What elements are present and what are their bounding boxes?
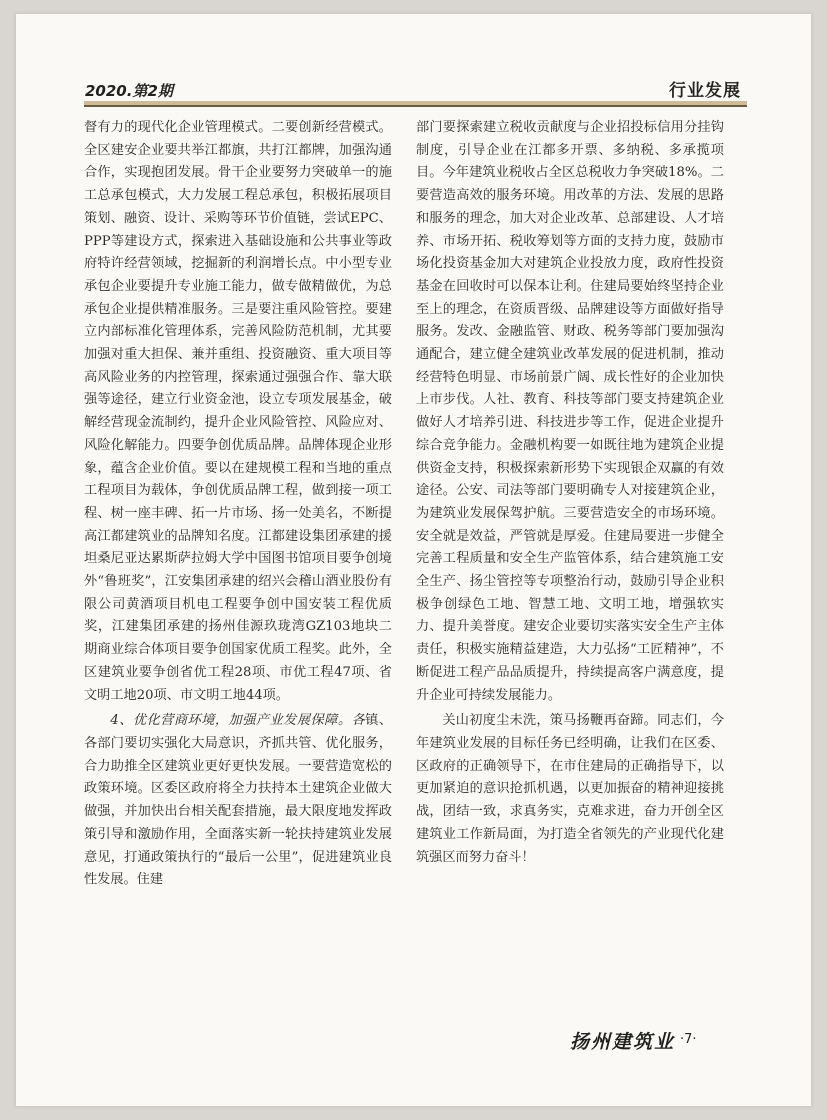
issue-label: 2020.第2期 xyxy=(85,82,173,100)
page-number: ·7· xyxy=(680,1032,697,1047)
header-rule xyxy=(84,101,747,107)
paragraph: 督有力的现代化企业管理模式。二要创新经营模式。全区建安企业要共举江都旗，共打江都牌，加强沟通合作，实现抱团发展。骨干企业要努力突破单一的施工总承包模式，大力发展工程总承包，积极拓展项目策划、融资、设计、采购等环节价值链，尝试EPC、PPP等建设方式，探索进入基础设施和公共事业等政府特许经营领域，挖掘新的利润增长点。中小型专业承包企业要提升专业施工能力，做专做精做优，为总承包企业提供精准服务。三是要注重风险管控。要建立内部标准化管理体系，完善风险防范机制，尤其要加强对重大担保、兼并重组、投资融资、重大项目等高风险业务的内控管理，探索通过强强合作、靠大联强等途径，建立行业资金池，设立专项发展基金，破解经营现金流制约，提升企业风险管控、风险应对、风险化解能力。四要争创优质品牌。品牌体现企业形象，蕴含企业价值。要以在建规模工程和当地的重点工程项目为载体，争创优质品牌工程，做到接一项工程、树一座丰碑、拓一片市场、扬一处美名，不断提高江都建筑业的品牌知名度。江都建设集团承建的援坦桑尼亚达累斯萨拉姆大学中国图书馆项目要争创境外“鲁班奖”，江安集团承建的绍兴会稽山酒业股份有限公司黄酒项目机电工程要争创中国安装工程优质奖，江建集团承建的扬州佳源玖珑湾GZ103地块二期商业综合体项目要争创国家优质工程奖。此外，全区建筑业要争创省优工程28项、市优工程47项、省文明工地20项、市文明工地44项。 xyxy=(84,120,392,703)
magazine-logo: 扬州建筑业 xyxy=(570,1031,676,1053)
paragraph xyxy=(84,710,392,892)
closing-paragraph: 关山初度尘未洗，策马扬鞭再奋蹄。同志们，今年建筑业发展的目标任务已经明确，让我们在区委、区政府的正确领导下，在市住建局的正确指导下，以更加紧迫的意识抢抓机遇，以更加振奋的精神迎接挑战，团结一致，求真务实，克难求进，奋力开创全区建筑业工作新局面，为打造全省领先的产业现代化建筑强区而努力奋斗！ xyxy=(416,713,724,865)
paragraph-text: 镇、各部门要切实强化大局意识，齐抓共管、优化服务，合力助推全区建筑业更好更快发展。一要营造宽松的政策环境。区委区政府将全力扶持本土建筑企业做大做强，并加快出台相关配套措施，最大限度地发挥政策引导和激励作用，全面落实新一轮扶持建筑业发展意见，打通政策执行的“最后一公里”，促进建筑业良性发展。住建 xyxy=(84,713,393,888)
paragraph: 部门要探索建立税收贡献度与企业招投标信用分挂钩制度，引导企业在江都多开票、多纳税、多承揽项目。今年建筑业税收占全区总税收力争突破18%。二要营造高效的服务环境。用改革的方法、发展的思路和服务的理念，加大对企业改革、总部建设、人才培养、市场开拓、税收筹划等方面的支持力度，鼓励市场化投资基金加大对建筑企业投放力度，政府性投资基金在回收时可以保本让利。住建局要始终坚持企业至上的理念，在资质晋级、品牌建设等方面做好指导服务。发改、金融监管、财政、税务等部门要加强沟通配合，建立健全建筑业改革发展的促进机制，推动经营特色明显、市场前景广阔、成长性好的企业加快上市步伐。人社、教育、科技等部门要支持建筑企业做好人才培养引进、科技进步等工作，促进企业提升综合竞争能力。金融机构要一如既往地为建筑企业提供资金支持，积极探索新形势下实现银企双赢的有效途径。公安、司法等部门要明确专人对接建筑企业，为建筑业发展保驾护航。三要营造安全的市场环境。安全就是效益，严管就是厚爱。住建局要进一步健全完善工程质量和安全生产监管体系，结合建筑施工安全生产、扬尘管控等专项整治行动，鼓励引导企业积极争创绿色工地、智慧工地、文明工地，增强软实力、提升美誉度。建安企业要切实落实安全生产主体责任，积极实施精益建造，大力弘扬“工匠精神”，不断促进工程产品品质提升，持续提高客户满意度，提升企业可持续发展能力。 xyxy=(416,120,724,703)
section-title: 行业发展 xyxy=(669,81,741,101)
section-heading: 4、优化营商环境，加强产业发展保障。各 xyxy=(110,713,366,729)
right-column xyxy=(416,117,724,869)
left-column xyxy=(84,117,392,892)
